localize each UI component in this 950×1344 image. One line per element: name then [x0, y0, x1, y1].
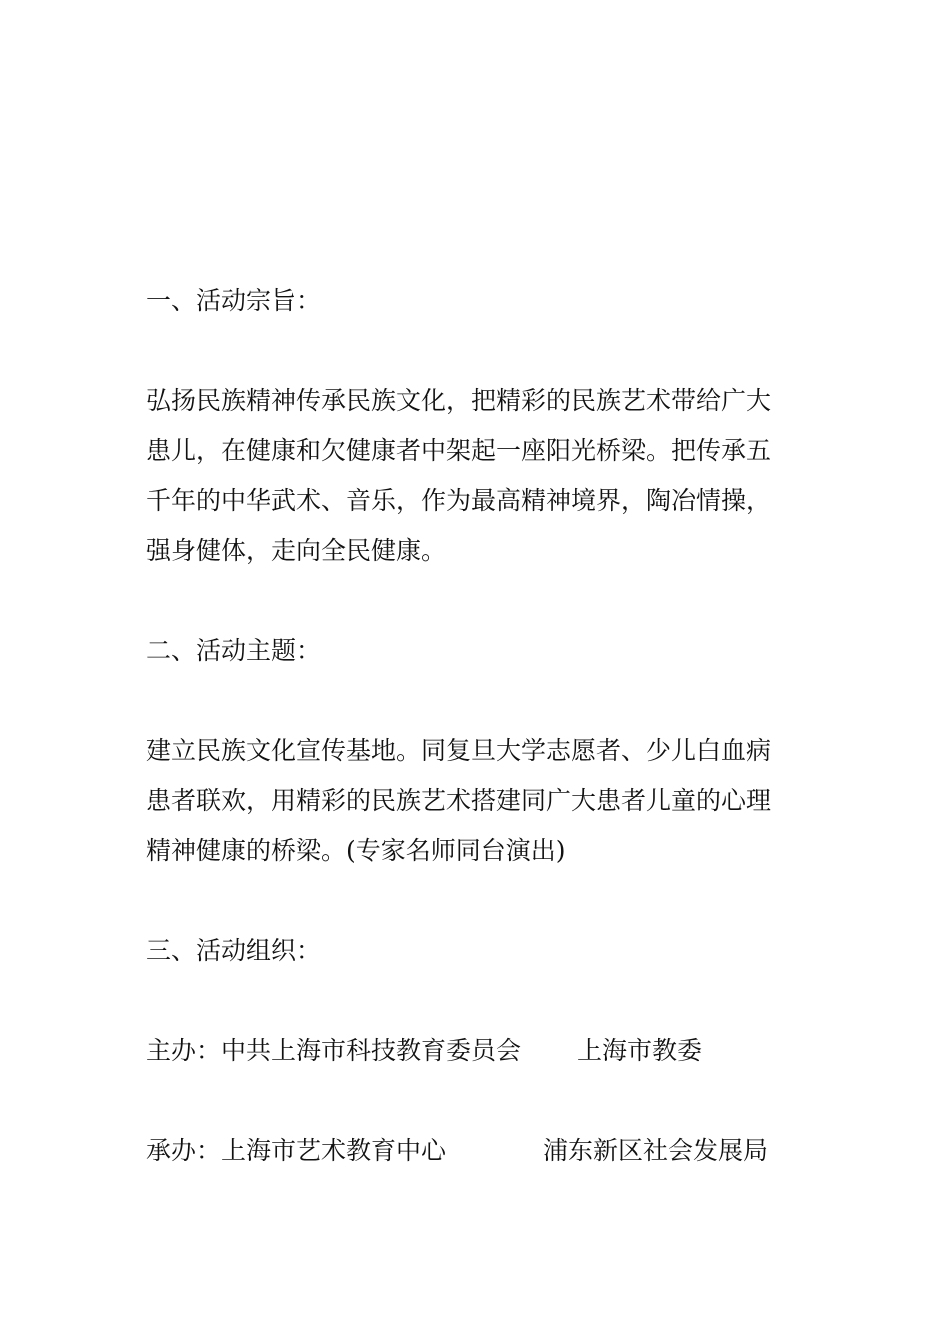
undertake-organizer: 承办：上海市艺术教育中心: [146, 1136, 447, 1165]
spacer: [146, 1076, 810, 1126]
purpose-line: 千年的中华武术、音乐，作为最高精神境界，陶冶情操，: [146, 486, 772, 515]
spacer: [146, 326, 810, 376]
document-body: [146, 276, 810, 1176]
host-organizer: 主办：中共上海市科技教育委员会: [146, 1036, 522, 1065]
theme-line: 精神健康的桥梁。(专家名师同台演出): [146, 836, 566, 865]
spacer: [146, 976, 810, 1026]
theme-paragraph: [146, 726, 810, 876]
theme-line: 建立民族文化宣传基地。同复旦大学志愿者、少儿白血病: [146, 736, 772, 765]
undertake-co-organizer: 浦东新区社会发展局: [543, 1136, 769, 1165]
spacer: [146, 676, 810, 726]
purpose-line: 强身健体，走向全民健康。: [146, 536, 447, 565]
section-heading-theme: 二、活动主题：: [146, 636, 322, 665]
purpose-paragraph: [146, 376, 810, 576]
purpose-line: 弘扬民族精神传承民族文化，把精彩的民族艺术带给广大: [146, 386, 772, 415]
section-heading-purpose: 一、活动宗旨：: [146, 286, 322, 315]
section-heading-organization: 三、活动组织：: [146, 936, 322, 965]
spacer: [146, 576, 810, 626]
spacer: [146, 876, 810, 926]
undertake-line: [146, 1126, 810, 1176]
host-line: [146, 1026, 810, 1076]
theme-line: 患者联欢，用精彩的民族艺术搭建同广大患者儿童的心理: [146, 786, 772, 815]
host-co-organizer: 上海市教委: [577, 1036, 703, 1065]
purpose-line: 患儿，在健康和欠健康者中架起一座阳光桥梁。把传承五: [146, 436, 772, 465]
